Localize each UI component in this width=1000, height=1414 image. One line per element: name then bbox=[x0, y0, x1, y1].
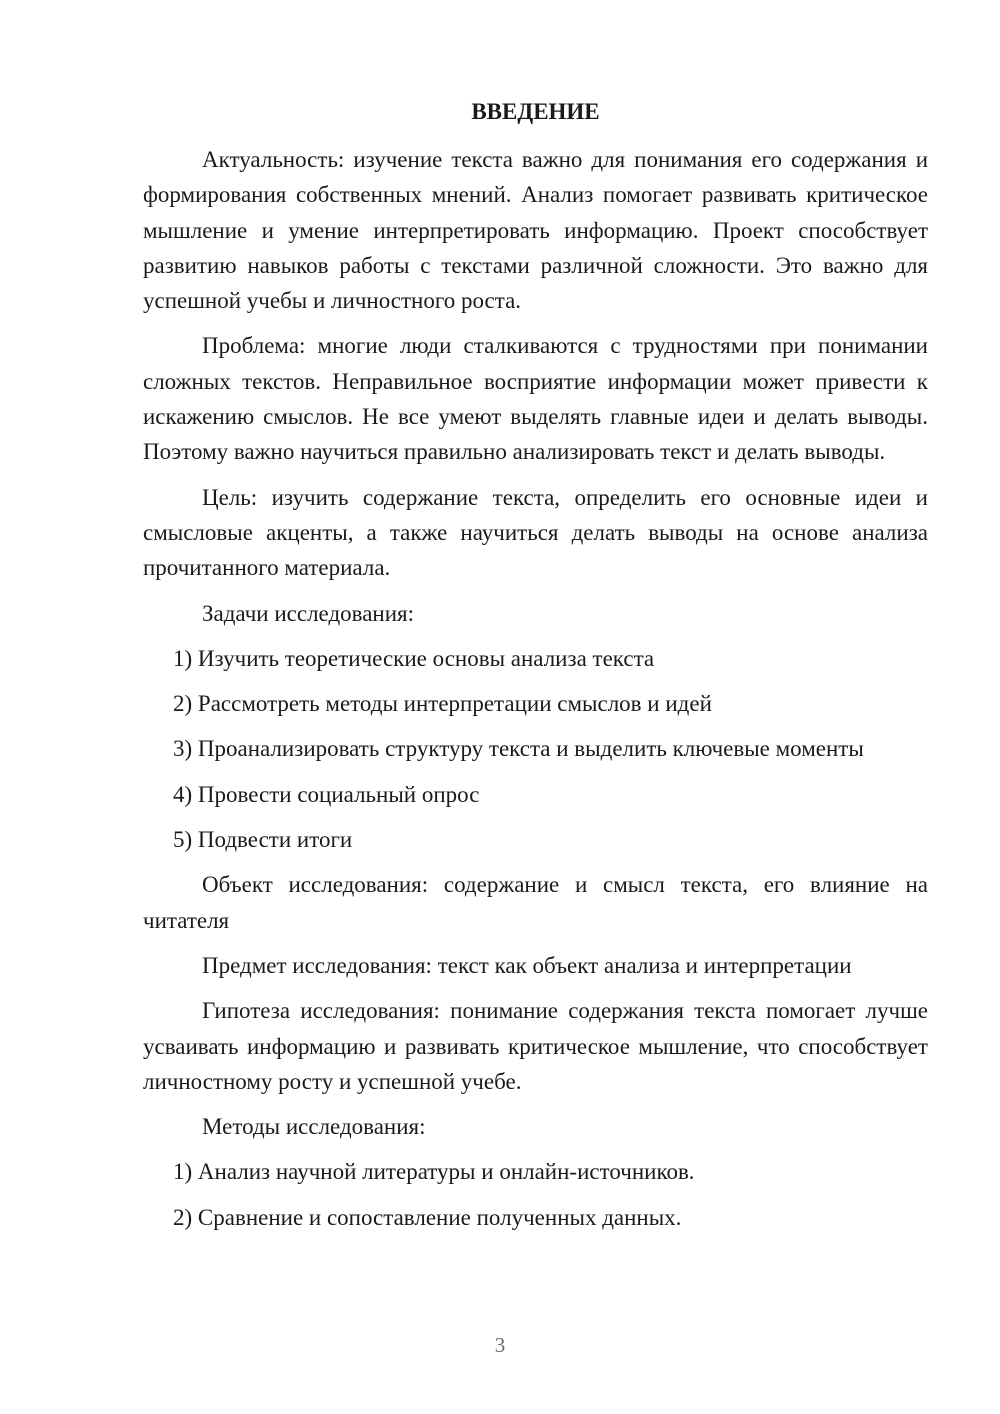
section-title: ВВЕДЕНИЕ bbox=[471, 99, 600, 124]
tasks-heading: Задачи исследования: bbox=[202, 600, 415, 626]
list-item: 5) Подвести итоги bbox=[173, 827, 353, 853]
list-item: 2) Сравнение и сопоставление полученных данных. bbox=[173, 1204, 682, 1230]
problem-paragraph: Проблема: многие люди сталкиваются с трудностями при понимании сложных текстов. Неправильное восприятие информации может привести к искажению смыслов. Не все умеют выделять главные идеи и делать выводы. Поэтому важно научиться правильно анализировать текст и делать выводы. bbox=[143, 333, 928, 465]
methods-list bbox=[143, 1154, 928, 1235]
list-item: 1) Изучить теоретические основы анализа текста bbox=[173, 645, 655, 671]
list-item: 4) Провести социальный опрос bbox=[173, 781, 480, 807]
subject-paragraph: Предмет исследования: текст как объект анализа и интерпретации bbox=[202, 952, 852, 978]
methods-heading: Методы исследования: bbox=[202, 1114, 426, 1140]
list-item: 2) Рассмотреть методы интерпретации смыслов и идей bbox=[173, 691, 712, 717]
object-paragraph: Объект исследования: содержание и смысл текста, его влияние на читателя bbox=[143, 872, 928, 933]
list-item: 1) Анализ научной литературы и онлайн-источников. bbox=[173, 1159, 695, 1185]
relevance-paragraph: Актуальность: изучение текста важно для понимания его содержания и формирования собственных мнений. Анализ помогает развивать критическое мышление и умение интерпретировать информацию. Проект способствует развитию навыков работы с текстами различной сложности. Это важно для успешной учебы и личностного роста. bbox=[143, 147, 928, 314]
goal-paragraph: Цель: изучить содержание текста, определить его основные идеи и смысловые акценты, а также научиться делать выводы на основе анализа прочитанного материала. bbox=[143, 484, 928, 581]
list-item: 3) Проанализировать структуру текста и выделить ключевые моменты bbox=[173, 736, 864, 762]
hypothesis-paragraph: Гипотеза исследования: понимание содержания текста помогает лучше усваивать информацию и развивать критическое мышление, что способствует личностному росту и успешной учебе. bbox=[143, 998, 928, 1094]
tasks-list bbox=[143, 641, 928, 857]
document-body bbox=[143, 94, 928, 1245]
page-number: 3 bbox=[494, 1333, 506, 1357]
